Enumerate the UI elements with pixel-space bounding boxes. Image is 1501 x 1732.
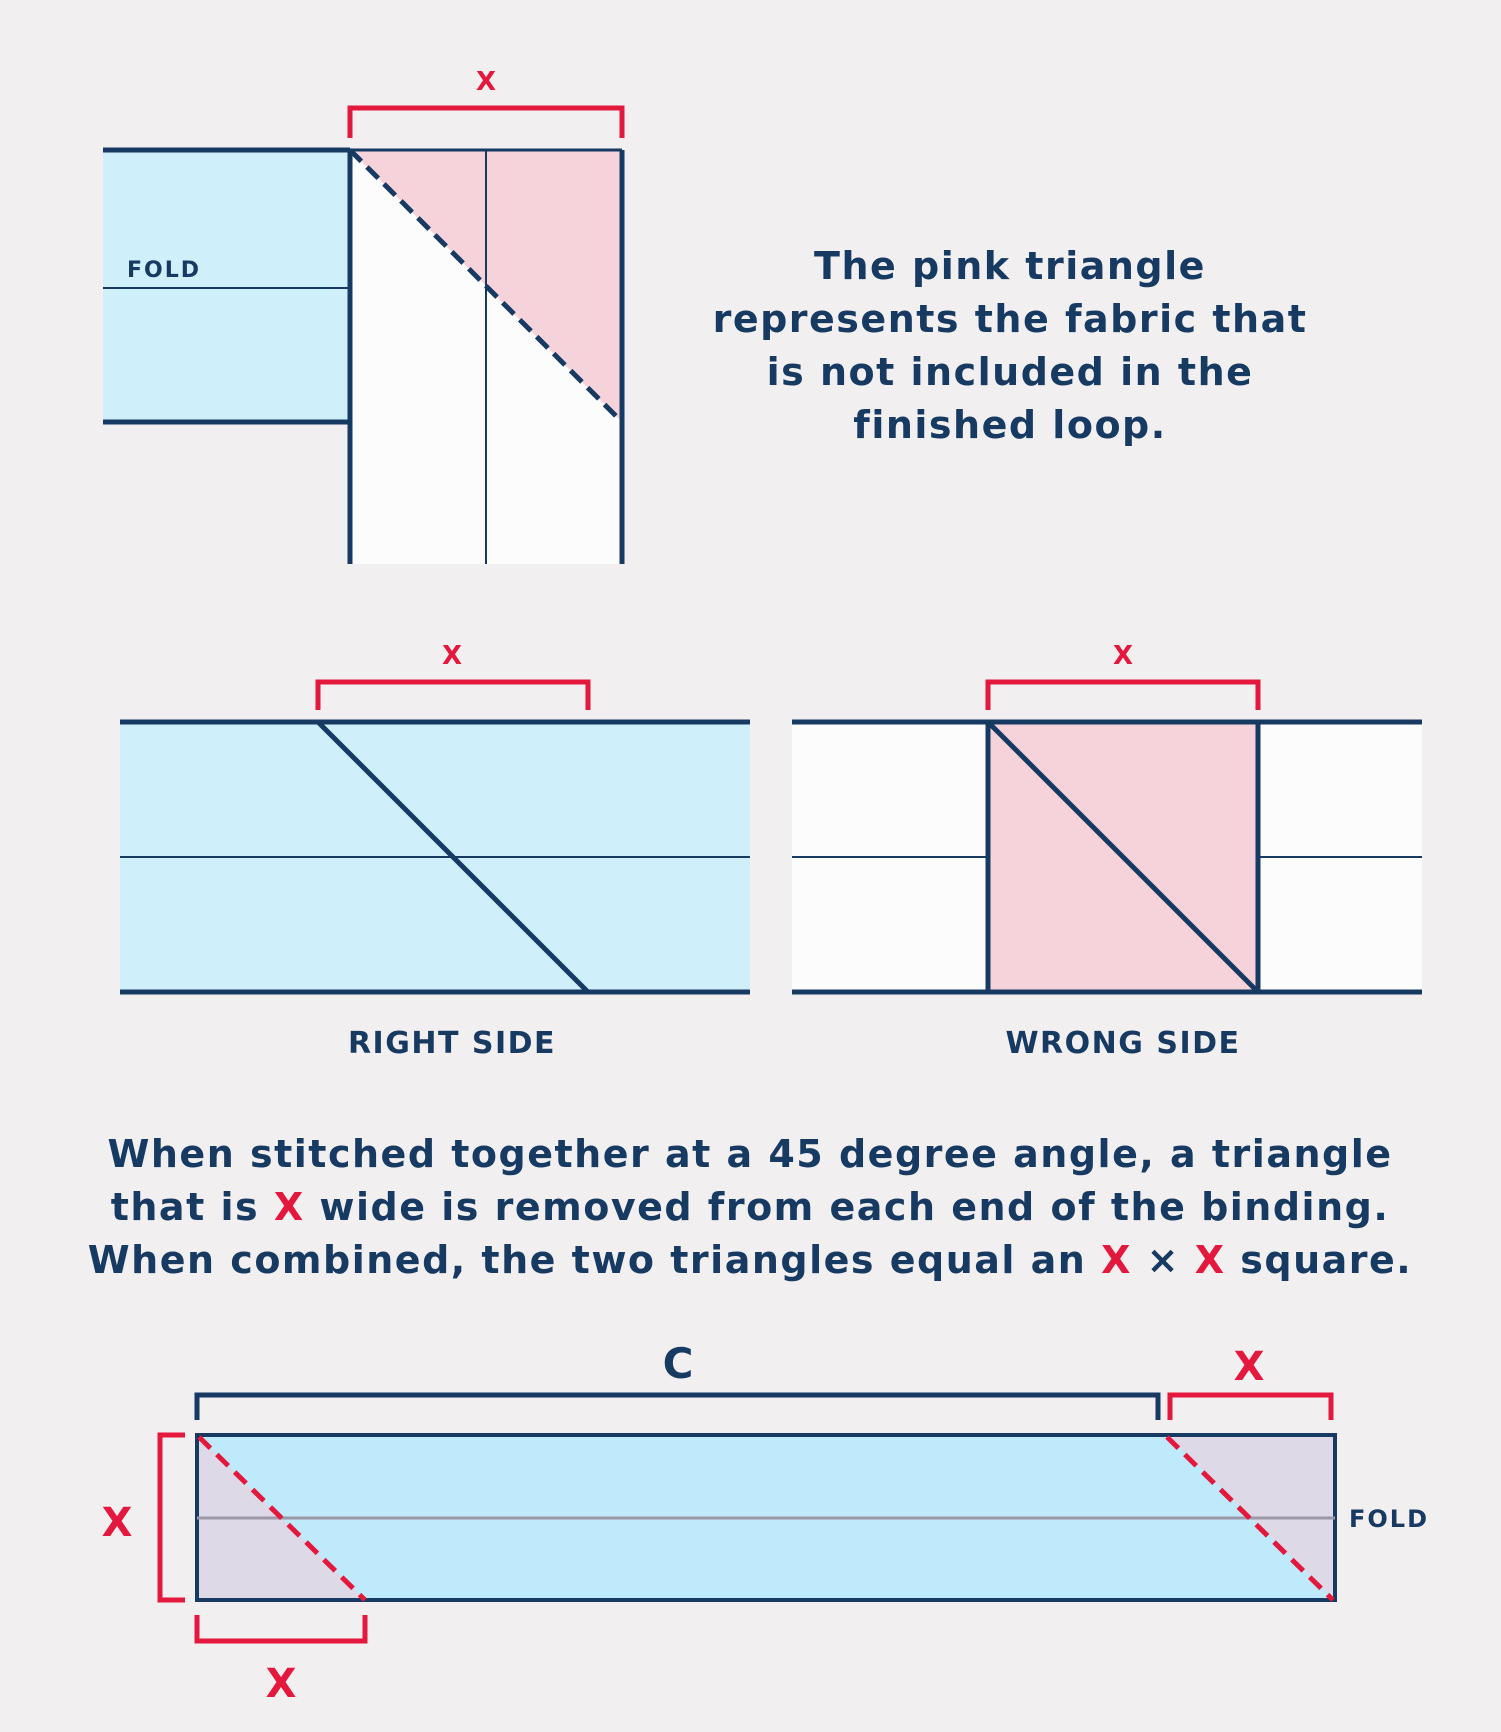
c-label: C (662, 1339, 694, 1388)
top-x-bracket (350, 108, 622, 138)
paragraph-x-2: X (1101, 1238, 1132, 1282)
left-x-label: X (101, 1500, 133, 1546)
right-side-label: RIGHT SIDE (347, 1026, 557, 1061)
paragraph-x-3: X (1194, 1238, 1226, 1282)
top-x-label: X (475, 67, 497, 97)
wrong-side-x-label: X (1112, 641, 1134, 671)
wrong-side-label: WRONG SIDE (1005, 1026, 1241, 1061)
c-bracket (197, 1395, 1158, 1420)
top-fold-label: FOLD (127, 258, 202, 283)
bottom-fold-label: FOLD (1349, 1505, 1430, 1533)
right-side-x-label: X (441, 641, 463, 671)
top-overlap-diagram (103, 67, 622, 564)
combined-strip-diagram (102, 1339, 1429, 1707)
wrong-side-x-bracket (988, 682, 1258, 710)
paragraph-text-4: square. (1225, 1238, 1413, 1282)
top-right-x-label: X (1233, 1344, 1265, 1390)
paragraph-x-1: X (273, 1185, 305, 1229)
left-x-bracket (160, 1435, 185, 1600)
paragraph-text-1: When stitched together at a 45 degree angle, a triangle that is (107, 1132, 1393, 1229)
bottom-x-label: X (265, 1661, 297, 1707)
bottom-x-bracket (197, 1615, 365, 1641)
right-side-x-bracket (318, 682, 588, 710)
paragraph-text-2: wide is removed from each end of the binding. When combined, the two triangles equal an (87, 1185, 1390, 1282)
top-left-strip (103, 150, 350, 422)
top-right-x-bracket (1170, 1395, 1331, 1420)
right-side-diagram (120, 641, 750, 1061)
paragraph-text-3: × (1131, 1238, 1195, 1282)
wrong-side-diagram (792, 641, 1422, 1061)
explanation-paragraph (60, 1128, 1440, 1287)
top-caption: The pink triangle represents the fabric that is not included in the finished loop. (712, 244, 1308, 447)
